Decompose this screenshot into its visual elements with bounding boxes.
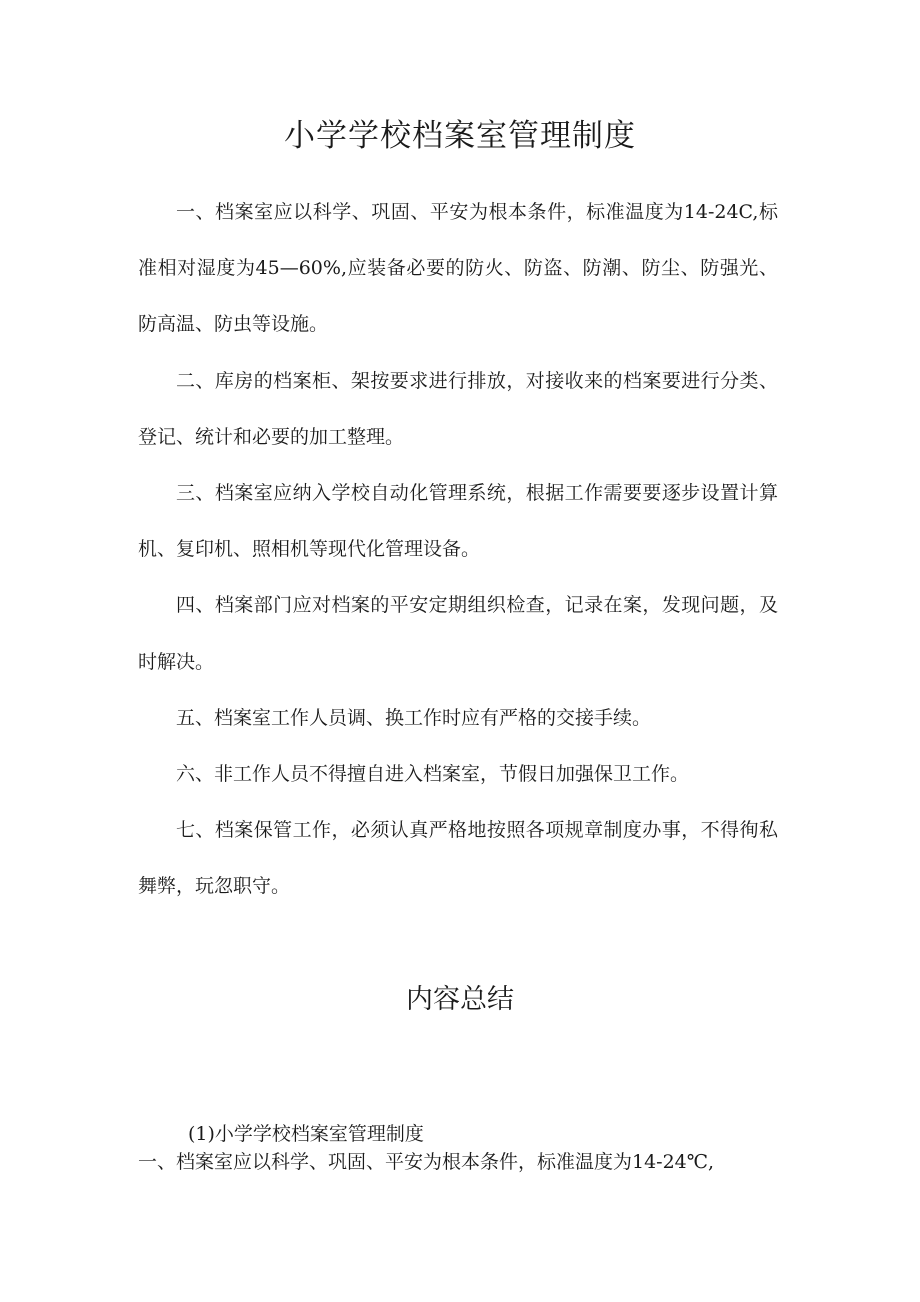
paragraph-5: 五、档案室工作人员调、换工作时应有严格的交接手续。 bbox=[176, 706, 652, 729]
summary-line-1: (1)小学学校档案室管理制度 bbox=[188, 1123, 424, 1145]
paragraph-2: 二、库房的档案柜、架按要求进行排放，对接收来的档案要进行分类、登记、统计和必要的加工整理。 bbox=[138, 369, 778, 448]
paragraph-6: 六、非工作人员不得擅自进入档案室，节假日加强保卫工作。 bbox=[176, 763, 690, 786]
document-title: 小学学校档案室管理制度 bbox=[284, 118, 636, 154]
paragraph-7: 七、档案保管工作，必须认真严格地按照各项规章制度办事，不得徇私舞弊，玩忽职守。 bbox=[138, 819, 778, 898]
paragraph-4: 四、档案部门应对档案的平安定期组织检查，记录在案，发现问题，及时解决。 bbox=[138, 594, 778, 673]
paragraph-3: 三、档案室应纳入学校自动化管理系统，根据工作需要要逐步设置计算机、复印机、照相机等现代化管理设备。 bbox=[138, 482, 778, 561]
paragraph-1: 一、档案室应以科学、巩固、平安为根本条件，标准温度为14-24C,标准相对湿度为45—60%,应装备必要的防火、防盗、防潮、防尘、防强光、防高温、防虫等设施。 bbox=[138, 201, 778, 336]
summary-title: 内容总结 bbox=[406, 984, 514, 1015]
summary-line-2: 一、档案室应以科学、巩固、平安为根本条件，标准温度为14-24℃, bbox=[138, 1151, 715, 1173]
document-body bbox=[138, 184, 778, 915]
